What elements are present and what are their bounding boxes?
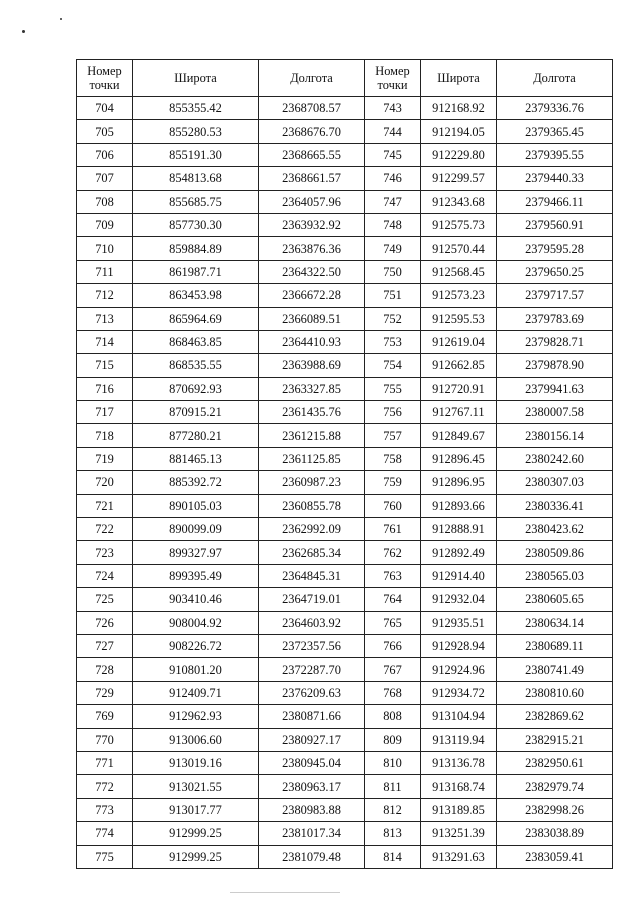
- cell-point-number: 775: [77, 845, 133, 868]
- cell-longitude: 2381017.34: [259, 822, 365, 845]
- cell-latitude: 855191.30: [133, 143, 259, 166]
- cell-longitude: 2382950.61: [497, 751, 613, 774]
- cell-latitude: 881465.13: [133, 447, 259, 470]
- cell-latitude: 868535.55: [133, 354, 259, 377]
- cell-longitude: 2368676.70: [259, 120, 365, 143]
- table-row: [77, 775, 613, 798]
- cell-point-number: 753: [365, 330, 421, 353]
- cell-latitude: 865964.69: [133, 307, 259, 330]
- table-row: [77, 845, 613, 868]
- cell-latitude: 912888.91: [421, 518, 497, 541]
- cell-longitude: 2380565.03: [497, 564, 613, 587]
- cell-longitude: 2380927.17: [259, 728, 365, 751]
- cell-point-number: 808: [365, 705, 421, 728]
- table-row: [77, 447, 613, 470]
- cell-latitude: 913189.85: [421, 798, 497, 821]
- table-body: [77, 97, 613, 869]
- cell-latitude: 913291.63: [421, 845, 497, 868]
- header-latitude: Широта: [133, 60, 259, 97]
- cell-latitude: 912999.25: [133, 845, 259, 868]
- cell-point-number: 746: [365, 167, 421, 190]
- cell-longitude: 2368661.57: [259, 167, 365, 190]
- cell-latitude: 855685.75: [133, 190, 259, 213]
- cell-longitude: 2362992.09: [259, 518, 365, 541]
- cell-longitude: 2361125.85: [259, 447, 365, 470]
- cell-longitude: 2364719.01: [259, 588, 365, 611]
- cell-longitude: 2361435.76: [259, 401, 365, 424]
- cell-point-number: 711: [77, 260, 133, 283]
- table-row: [77, 471, 613, 494]
- cell-longitude: 2380963.17: [259, 775, 365, 798]
- cell-point-number: 716: [77, 377, 133, 400]
- cell-point-number: 750: [365, 260, 421, 283]
- cell-point-number: 760: [365, 494, 421, 517]
- cell-point-number: 763: [365, 564, 421, 587]
- cell-point-number: 809: [365, 728, 421, 751]
- cell-longitude: 2380605.65: [497, 588, 613, 611]
- cell-latitude: 912662.85: [421, 354, 497, 377]
- cell-longitude: 2379717.57: [497, 284, 613, 307]
- cell-latitude: 903410.46: [133, 588, 259, 611]
- cell-latitude: 870692.93: [133, 377, 259, 400]
- table-row: [77, 658, 613, 681]
- cell-longitude: 2379783.69: [497, 307, 613, 330]
- cell-point-number: 767: [365, 658, 421, 681]
- table-row: [77, 705, 613, 728]
- cell-point-number: 725: [77, 588, 133, 611]
- cell-latitude: 912934.72: [421, 681, 497, 704]
- table-row: [77, 634, 613, 657]
- coordinates-table: [76, 59, 613, 869]
- table-row: [77, 330, 613, 353]
- cell-point-number: 728: [77, 658, 133, 681]
- cell-point-number: 729: [77, 681, 133, 704]
- cell-longitude: 2383059.41: [497, 845, 613, 868]
- cell-latitude: 861987.71: [133, 260, 259, 283]
- cell-longitude: 2383038.89: [497, 822, 613, 845]
- cell-latitude: 912896.45: [421, 447, 497, 470]
- table-row: [77, 751, 613, 774]
- cell-longitude: 2382915.21: [497, 728, 613, 751]
- cell-longitude: 2379365.45: [497, 120, 613, 143]
- cell-latitude: 912932.04: [421, 588, 497, 611]
- cell-point-number: 755: [365, 377, 421, 400]
- table-row: [77, 143, 613, 166]
- cell-point-number: 773: [77, 798, 133, 821]
- cell-latitude: 859884.89: [133, 237, 259, 260]
- cell-longitude: 2363988.69: [259, 354, 365, 377]
- cell-latitude: 899395.49: [133, 564, 259, 587]
- cell-point-number: 714: [77, 330, 133, 353]
- cell-latitude: 912570.44: [421, 237, 497, 260]
- table-row: [77, 190, 613, 213]
- table-row: [77, 518, 613, 541]
- cell-longitude: 2379336.76: [497, 97, 613, 120]
- cell-point-number: 759: [365, 471, 421, 494]
- cell-point-number: 724: [77, 564, 133, 587]
- header-longitude: Долгота: [497, 60, 613, 97]
- cell-longitude: 2372357.56: [259, 634, 365, 657]
- cell-latitude: 912568.45: [421, 260, 497, 283]
- cell-latitude: 910801.20: [133, 658, 259, 681]
- cell-point-number: 814: [365, 845, 421, 868]
- table-row: [77, 798, 613, 821]
- cell-latitude: 854813.68: [133, 167, 259, 190]
- cell-point-number: 752: [365, 307, 421, 330]
- table-row: [77, 541, 613, 564]
- cell-point-number: 751: [365, 284, 421, 307]
- cell-longitude: 2372287.70: [259, 658, 365, 681]
- cell-latitude: 913006.60: [133, 728, 259, 751]
- cell-longitude: 2366089.51: [259, 307, 365, 330]
- cell-point-number: 717: [77, 401, 133, 424]
- cell-latitude: 890105.03: [133, 494, 259, 517]
- cell-longitude: 2379828.71: [497, 330, 613, 353]
- cell-latitude: 912720.91: [421, 377, 497, 400]
- cell-latitude: 912168.92: [421, 97, 497, 120]
- cell-longitude: 2379395.55: [497, 143, 613, 166]
- table-row: [77, 822, 613, 845]
- cell-point-number: 743: [365, 97, 421, 120]
- cell-point-number: 744: [365, 120, 421, 143]
- cell-longitude: 2380871.66: [259, 705, 365, 728]
- cell-latitude: 913119.94: [421, 728, 497, 751]
- cell-point-number: 771: [77, 751, 133, 774]
- cell-point-number: 727: [77, 634, 133, 657]
- cell-latitude: 868463.85: [133, 330, 259, 353]
- cell-longitude: 2382979.74: [497, 775, 613, 798]
- cell-point-number: 715: [77, 354, 133, 377]
- cell-latitude: 855280.53: [133, 120, 259, 143]
- table-row: [77, 120, 613, 143]
- table-row: [77, 564, 613, 587]
- table-row: [77, 213, 613, 236]
- table-row: [77, 377, 613, 400]
- cell-longitude: 2363876.36: [259, 237, 365, 260]
- cell-latitude: 912892.49: [421, 541, 497, 564]
- cell-longitude: 2379440.33: [497, 167, 613, 190]
- scan-speck: [60, 18, 62, 20]
- cell-latitude: 877280.21: [133, 424, 259, 447]
- cell-point-number: 747: [365, 190, 421, 213]
- cell-latitude: 913104.94: [421, 705, 497, 728]
- cell-point-number: 726: [77, 611, 133, 634]
- cell-latitude: 863453.98: [133, 284, 259, 307]
- table-row: [77, 728, 613, 751]
- cell-longitude: 2382998.26: [497, 798, 613, 821]
- cell-point-number: 718: [77, 424, 133, 447]
- cell-point-number: 707: [77, 167, 133, 190]
- cell-latitude: 912999.25: [133, 822, 259, 845]
- cell-latitude: 899327.97: [133, 541, 259, 564]
- cell-longitude: 2360855.78: [259, 494, 365, 517]
- cell-point-number: 769: [77, 705, 133, 728]
- cell-latitude: 912409.71: [133, 681, 259, 704]
- header-longitude: Долгота: [259, 60, 365, 97]
- cell-point-number: 722: [77, 518, 133, 541]
- cell-longitude: 2376209.63: [259, 681, 365, 704]
- table-row: [77, 307, 613, 330]
- cell-point-number: 761: [365, 518, 421, 541]
- table-row: [77, 401, 613, 424]
- cell-point-number: 704: [77, 97, 133, 120]
- cell-latitude: 855355.42: [133, 97, 259, 120]
- cell-point-number: 765: [365, 611, 421, 634]
- cell-longitude: 2380007.58: [497, 401, 613, 424]
- cell-latitude: 912619.04: [421, 330, 497, 353]
- cell-longitude: 2379650.25: [497, 260, 613, 283]
- table-row: [77, 588, 613, 611]
- cell-point-number: 774: [77, 822, 133, 845]
- cell-point-number: 756: [365, 401, 421, 424]
- cell-longitude: 2379560.91: [497, 213, 613, 236]
- cell-latitude: 912573.23: [421, 284, 497, 307]
- table-row: [77, 167, 613, 190]
- table-row: [77, 97, 613, 120]
- cell-point-number: 770: [77, 728, 133, 751]
- cell-point-number: 748: [365, 213, 421, 236]
- cell-longitude: 2381079.48: [259, 845, 365, 868]
- cell-point-number: 720: [77, 471, 133, 494]
- table-row: [77, 260, 613, 283]
- cell-point-number: 762: [365, 541, 421, 564]
- header-point-number: Номер точки: [77, 60, 133, 97]
- header-point-number: Номер точки: [365, 60, 421, 97]
- cell-latitude: 912914.40: [421, 564, 497, 587]
- scan-mark: [230, 892, 340, 893]
- cell-longitude: 2379878.90: [497, 354, 613, 377]
- cell-longitude: 2380983.88: [259, 798, 365, 821]
- cell-latitude: 913136.78: [421, 751, 497, 774]
- cell-point-number: 719: [77, 447, 133, 470]
- cell-latitude: 890099.09: [133, 518, 259, 541]
- cell-longitude: 2364322.50: [259, 260, 365, 283]
- table-row: [77, 237, 613, 260]
- cell-longitude: 2380242.60: [497, 447, 613, 470]
- cell-latitude: 870915.21: [133, 401, 259, 424]
- cell-latitude: 857730.30: [133, 213, 259, 236]
- cell-point-number: 813: [365, 822, 421, 845]
- header-latitude: Широта: [421, 60, 497, 97]
- cell-longitude: 2380689.11: [497, 634, 613, 657]
- cell-longitude: 2364845.31: [259, 564, 365, 587]
- cell-latitude: 913168.74: [421, 775, 497, 798]
- cell-latitude: 912962.93: [133, 705, 259, 728]
- cell-longitude: 2379595.28: [497, 237, 613, 260]
- cell-point-number: 723: [77, 541, 133, 564]
- cell-latitude: 912343.68: [421, 190, 497, 213]
- cell-longitude: 2366672.28: [259, 284, 365, 307]
- scan-speck: [22, 30, 25, 33]
- cell-latitude: 912194.05: [421, 120, 497, 143]
- cell-longitude: 2363932.92: [259, 213, 365, 236]
- cell-longitude: 2380810.60: [497, 681, 613, 704]
- cell-longitude: 2382869.62: [497, 705, 613, 728]
- cell-longitude: 2364603.92: [259, 611, 365, 634]
- table-row: [77, 611, 613, 634]
- table-row: [77, 681, 613, 704]
- cell-longitude: 2368665.55: [259, 143, 365, 166]
- cell-latitude: 908004.92: [133, 611, 259, 634]
- table-header-row: [77, 60, 613, 97]
- cell-longitude: 2380741.49: [497, 658, 613, 681]
- cell-longitude: 2380509.86: [497, 541, 613, 564]
- cell-point-number: 766: [365, 634, 421, 657]
- cell-latitude: 912924.96: [421, 658, 497, 681]
- cell-point-number: 764: [365, 588, 421, 611]
- cell-latitude: 912595.53: [421, 307, 497, 330]
- cell-longitude: 2380945.04: [259, 751, 365, 774]
- cell-longitude: 2379466.11: [497, 190, 613, 213]
- cell-longitude: 2368708.57: [259, 97, 365, 120]
- cell-point-number: 706: [77, 143, 133, 166]
- cell-point-number: 757: [365, 424, 421, 447]
- cell-latitude: 885392.72: [133, 471, 259, 494]
- table-row: [77, 354, 613, 377]
- cell-point-number: 772: [77, 775, 133, 798]
- table-row: [77, 494, 613, 517]
- cell-longitude: 2364410.93: [259, 330, 365, 353]
- cell-longitude: 2380423.62: [497, 518, 613, 541]
- cell-latitude: 912893.66: [421, 494, 497, 517]
- cell-latitude: 913017.77: [133, 798, 259, 821]
- cell-longitude: 2380156.14: [497, 424, 613, 447]
- cell-point-number: 713: [77, 307, 133, 330]
- cell-point-number: 811: [365, 775, 421, 798]
- cell-point-number: 721: [77, 494, 133, 517]
- cell-latitude: 912229.80: [421, 143, 497, 166]
- cell-point-number: 754: [365, 354, 421, 377]
- cell-latitude: 912299.57: [421, 167, 497, 190]
- cell-point-number: 745: [365, 143, 421, 166]
- table-row: [77, 424, 613, 447]
- cell-latitude: 908226.72: [133, 634, 259, 657]
- cell-longitude: 2379941.63: [497, 377, 613, 400]
- cell-point-number: 705: [77, 120, 133, 143]
- cell-point-number: 712: [77, 284, 133, 307]
- cell-longitude: 2364057.96: [259, 190, 365, 213]
- cell-point-number: 768: [365, 681, 421, 704]
- cell-point-number: 749: [365, 237, 421, 260]
- cell-longitude: 2380336.41: [497, 494, 613, 517]
- cell-latitude: 912849.67: [421, 424, 497, 447]
- cell-longitude: 2380307.03: [497, 471, 613, 494]
- cell-latitude: 912767.11: [421, 401, 497, 424]
- cell-longitude: 2361215.88: [259, 424, 365, 447]
- cell-longitude: 2360987.23: [259, 471, 365, 494]
- cell-latitude: 913019.16: [133, 751, 259, 774]
- cell-longitude: 2380634.14: [497, 611, 613, 634]
- cell-latitude: 913251.39: [421, 822, 497, 845]
- cell-latitude: 912896.95: [421, 471, 497, 494]
- cell-point-number: 708: [77, 190, 133, 213]
- cell-longitude: 2362685.34: [259, 541, 365, 564]
- cell-point-number: 810: [365, 751, 421, 774]
- cell-latitude: 912935.51: [421, 611, 497, 634]
- table-row: [77, 284, 613, 307]
- cell-point-number: 758: [365, 447, 421, 470]
- cell-latitude: 912575.73: [421, 213, 497, 236]
- cell-point-number: 710: [77, 237, 133, 260]
- cell-point-number: 709: [77, 213, 133, 236]
- cell-point-number: 812: [365, 798, 421, 821]
- cell-latitude: 913021.55: [133, 775, 259, 798]
- cell-latitude: 912928.94: [421, 634, 497, 657]
- cell-longitude: 2363327.85: [259, 377, 365, 400]
